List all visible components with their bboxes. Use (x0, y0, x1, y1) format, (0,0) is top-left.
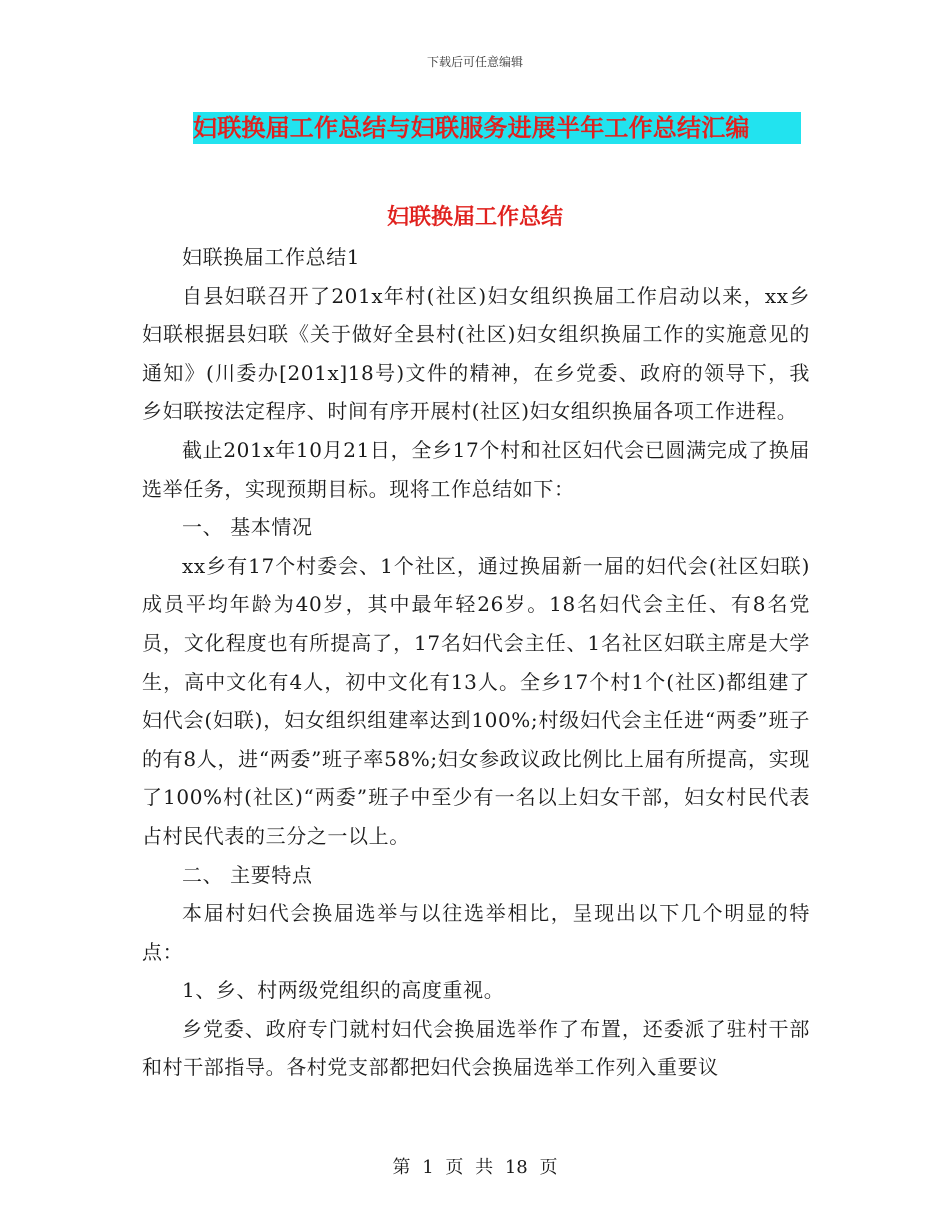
section-heading: 二、 主要特点 (182, 862, 313, 887)
section-title: 妇联换届工作总结 (386, 204, 563, 230)
paragraph: 妇联换届工作总结1 (182, 245, 361, 269)
subsection-heading: 1、乡、村两级党组织的高度重视。 (182, 978, 505, 1003)
paragraph: 截止201x年10月21日，全乡17个村和社区妇代会已圆满完成了换届选举任务，实现预期目标。现将工作总结如下： (142, 437, 810, 501)
main-title: 妇联换届工作总结与妇联服务进展半年工作总结汇编 (193, 112, 801, 144)
paragraph: xx乡有17个村委会、1个社区，通过换届新一届的妇代会(社区妇联)成员平均年龄为40岁，其中最年轻26岁。18名妇代会主任、有8名党员，文化程度也有所提高了，17名妇代会主任、1名社区妇联主席是大学生，高中文化有4人，初中文化有13人。全乡17个村1个(社区)都组建了妇代会(妇联)，妇女组织组建率达到100%;村级妇代会主任进“两委”班子的有8人，进“两委”班子率58%;妇女参政议政比例比上届有所提高，实现了100%村(社区)“两委”班子中至少有一名以上妇女干部，妇女村民代表占村民代表的三分之一以上。 (142, 553, 810, 848)
section-heading: 一、 基本情况 (182, 515, 313, 540)
document-body (142, 238, 810, 1087)
paragraph: 本届村妇代会换届选举与以往选举相比，呈现出以下几个明显的特点： (142, 901, 810, 964)
paragraph: 自县妇联召开了201x年村(社区)妇女组织换届工作启动以来，xx乡妇联根据县妇联《关于做好全县村(社区)妇女组织换届工作的实施意见的通知》(川委办[201x]18号)文件的精神，在乡党委、政府的领导下，我乡妇联按法定程序、时间有序开展村(社区)妇女组织换届各项工作进程。 (142, 283, 810, 424)
paragraph: 乡党委、政府专门就村妇代会换届选举作了布置，还委派了驻村干部和村干部指导。各村党支部都把妇代会换届选举工作列入重要议 (142, 1016, 810, 1080)
header-note: 下载后可任意编辑 (426, 55, 523, 69)
page-number-footer: 第 1 页 共 18 页 (392, 1157, 558, 1178)
